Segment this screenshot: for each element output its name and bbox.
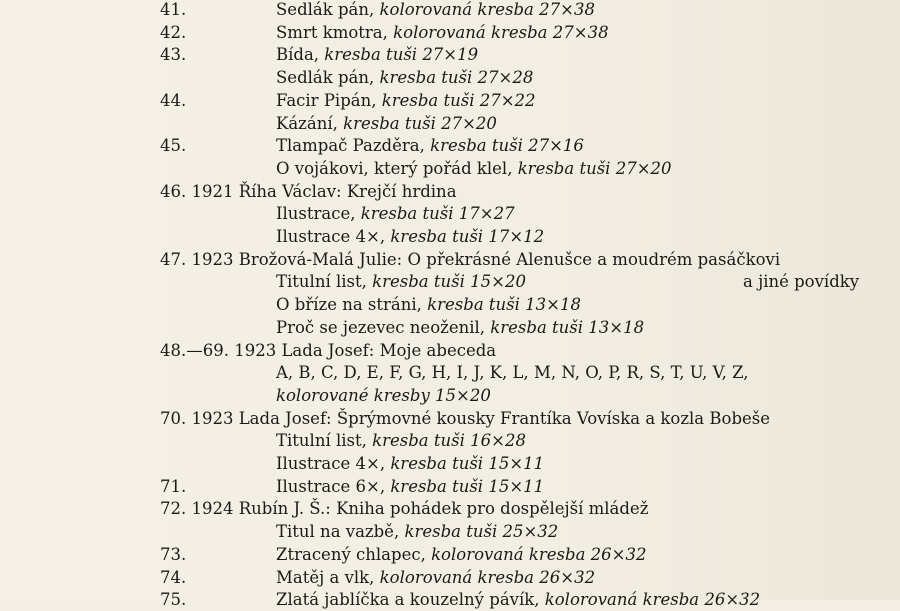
entry-dimensions: 27×38: [539, 0, 595, 19]
entry-title: Kázání,: [276, 113, 344, 133]
entry-body: [276, 270, 526, 293]
entry-body: [276, 361, 749, 384]
entry-title: Sedlák pán,: [276, 0, 380, 19]
entry-heading: 47. 1923 Brožová-Malá Julie: O překrásné Alenušce a moudrém pasáčkovi: [160, 249, 781, 269]
catalog-entry: [0, 475, 900, 498]
entry-medium: kolorovaná kresba: [379, 567, 540, 587]
entry-number: 43.: [160, 45, 187, 65]
entry-number: 41.: [160, 0, 187, 19]
entry-dimensions: 27×22: [479, 90, 536, 110]
entry-body: [276, 316, 644, 339]
entry-dimensions: 27×20: [441, 113, 497, 133]
entry-body: [276, 520, 558, 543]
entry-medium: kresba tuši: [390, 227, 489, 246]
entry-dimensions: 26×32: [704, 590, 761, 610]
entry-dimensions: 15×11: [488, 476, 545, 496]
entry-medium: kolorovaná kresba: [431, 544, 591, 564]
entry-medium: kresba tuši: [372, 272, 471, 292]
entry-number: 42.: [160, 22, 187, 42]
entry-medium: kolorovaná kresba: [379, 0, 540, 19]
entry-dimensions: 27×19: [422, 45, 479, 65]
entry-dimensions: 27×38: [552, 22, 609, 42]
entry-heading: 46. 1921 Říha Václav: Krejčí hrdina: [160, 181, 457, 201]
entry-title: Matěj a vlk,: [276, 567, 380, 587]
entry-title: Ilustrace 4×,: [276, 454, 391, 473]
entry-title: Ilustrace 6×,: [276, 476, 391, 496]
entry-title: Facir Pipán,: [276, 90, 382, 110]
entry-body: [276, 134, 584, 157]
entry-dimensions: 26×32: [539, 567, 596, 587]
entry-medium: kresba tuši: [430, 136, 529, 156]
entry-medium: kresba tuši: [324, 45, 423, 65]
catalog-entry: [0, 384, 900, 407]
catalog-entry: [0, 202, 900, 225]
entry-dimensions: 27×16: [528, 136, 584, 156]
catalog-entry: [0, 543, 900, 566]
entry-body: [276, 0, 595, 21]
entry-number: 71.: [160, 476, 187, 496]
entry-title: Smrt kmotra,: [276, 22, 394, 42]
entry-medium: kresba tuši: [360, 204, 459, 224]
entry-dimensions: 17×12: [488, 227, 545, 246]
entry-heading: 72. 1924 Rubín J. Š.: Kniha pohádek pro dospělejší mládež: [160, 499, 649, 519]
catalog-heading: [0, 407, 900, 430]
entry-body: [276, 452, 544, 475]
catalog-entry: [0, 157, 900, 180]
entry-number: 73.: [160, 544, 187, 564]
entry-title: Proč se jezevec neoženil,: [276, 317, 491, 337]
entry-title: Bída,: [276, 45, 325, 65]
entry-body: [276, 475, 544, 498]
entry-body: [276, 225, 544, 248]
entry-medium: kresba tuši: [343, 113, 442, 133]
entry-medium: kresba tuši: [517, 158, 616, 178]
catalog-heading: [0, 180, 900, 203]
entry-dimensions: 15×20: [435, 385, 491, 405]
entry-medium: kresba tuši: [390, 454, 489, 473]
entry-medium: kresba tuši: [427, 295, 526, 315]
entry-body: [276, 429, 526, 452]
catalog-heading: [0, 339, 900, 362]
entry-title: Titul na vazbě,: [276, 522, 405, 542]
entry-medium: kresba tuši: [404, 522, 503, 542]
entry-dimensions: 17×27: [458, 204, 515, 224]
catalog-heading: [0, 497, 900, 520]
entry-body: [276, 21, 609, 44]
entry-body: [276, 566, 595, 589]
entry-body: [276, 112, 497, 135]
heading-continuation: a jiné povídky: [743, 272, 860, 292]
entry-body: [276, 202, 515, 225]
catalog-entry: [0, 21, 900, 44]
entry-number: 45.: [160, 136, 187, 156]
entry-body: [276, 157, 672, 180]
entry-dimensions: 16×28: [470, 431, 526, 451]
entry-dimensions: 15×11: [488, 454, 545, 473]
entry-title: Ilustrace 4×,: [276, 227, 391, 246]
entry-title: Titulní list,: [276, 272, 373, 292]
catalog-entry: [0, 520, 900, 543]
entry-title: A, B, C, D, E, F, G, H, I, J, K, L, M, N, O, P, R, S, T, U, V, Z,: [276, 363, 749, 383]
catalog-entry: [0, 66, 900, 89]
entry-title: Ilustrace,: [276, 204, 361, 224]
entry-dimensions: 27×20: [615, 158, 672, 178]
entry-medium: kresba tuši: [381, 90, 480, 110]
entry-number: 74.: [160, 567, 187, 587]
entry-medium: kresba tuši: [490, 317, 589, 337]
entry-title: O vojákovi, který pořád klel,: [276, 158, 518, 178]
catalog-entry: [0, 112, 900, 135]
catalog-entry: [0, 43, 900, 66]
entry-body: [276, 543, 647, 566]
entry-heading: 70. 1923 Lada Josef: Šprýmovné kousky Frantíka Vovíska a kozla Bobeše: [160, 408, 771, 428]
catalog-entry: [0, 361, 900, 384]
catalog-entry: [0, 429, 900, 452]
entry-dimensions: 27×28: [477, 68, 534, 88]
catalog-entry: [0, 0, 900, 21]
entry-medium: kresba tuši: [390, 476, 489, 496]
entry-body: [276, 89, 536, 112]
entry-dimensions: 13×18: [525, 295, 581, 315]
catalog-entry: [0, 566, 900, 589]
entry-dimensions: 25×32: [502, 522, 559, 542]
entry-body: [276, 293, 581, 316]
entry-dimensions: 13×18: [588, 317, 645, 337]
catalog-entry: [0, 293, 900, 316]
entry-title: Titulní list,: [276, 431, 373, 451]
catalog-entry: [0, 452, 900, 475]
catalog-heading: [0, 248, 900, 271]
entry-number: 44.: [160, 90, 187, 110]
entry-dimensions: 15×20: [470, 272, 526, 292]
entry-title: Ztracený chlapec,: [276, 544, 432, 564]
entry-medium: kresba tuši: [372, 431, 471, 451]
entry-medium: kolorovaná kresba: [393, 22, 553, 42]
entry-number: 75.: [160, 590, 187, 610]
entry-title: Sedlák pán,: [276, 68, 380, 88]
catalog-entry: [0, 134, 900, 157]
entry-title: O bříze na stráni,: [276, 295, 428, 315]
entry-body: [276, 384, 491, 407]
catalog-entry: [0, 225, 900, 248]
catalog-entry: [0, 270, 900, 293]
entry-title: Zlatá jablíčka a kouzelný pávík,: [276, 590, 545, 610]
catalog-entry: [0, 89, 900, 112]
entry-title: Tlampač Pazděra,: [276, 136, 431, 156]
entry-body: [276, 66, 533, 89]
entry-medium: kolorovaná kresba: [544, 590, 705, 610]
entry-medium: kolorované kresby: [276, 385, 436, 405]
catalog-entry: [0, 316, 900, 339]
entry-dimensions: 26×32: [590, 544, 647, 564]
entry-medium: kresba tuši: [379, 68, 478, 88]
entry-body: [276, 43, 478, 66]
entry-heading: 48.—69. 1923 Lada Josef: Moje abeceda: [160, 340, 497, 360]
